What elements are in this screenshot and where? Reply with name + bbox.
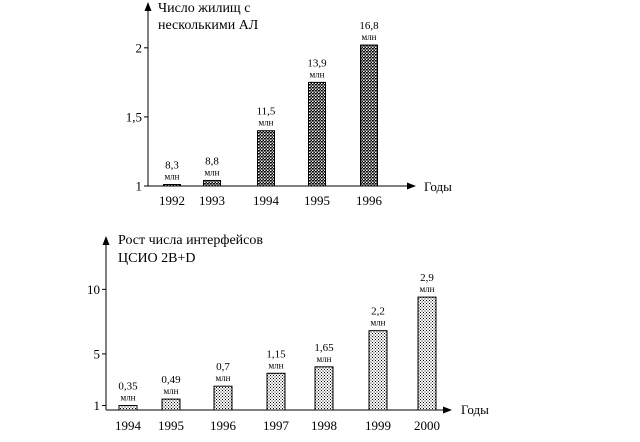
data-label-value: 2,9 xyxy=(420,272,434,285)
data-label-value: 13,9 xyxy=(307,57,327,70)
bar xyxy=(214,386,232,410)
chart-2-x-axis-label: Годы xyxy=(461,402,489,417)
y-tick-label: 1,5 xyxy=(125,109,142,125)
y-tick-label: 2 xyxy=(135,40,142,56)
y-tick-label: 1 xyxy=(93,398,100,414)
bar xyxy=(204,180,221,186)
data-label-value: 8,3 xyxy=(165,159,179,172)
data-label-value: 1,65 xyxy=(314,341,334,354)
data-label-value: 0,35 xyxy=(118,380,138,393)
chart-2-title-line-1: Рост числа интерфейсов xyxy=(118,233,263,248)
data-label-value: 11,5 xyxy=(256,105,276,118)
data-label-value: 0,7 xyxy=(216,361,230,374)
data-label-unit: млн xyxy=(163,386,179,397)
chart-2-title-line-2: ЦСИО 2В+D xyxy=(118,251,196,266)
bar xyxy=(164,185,181,187)
data-label-unit: млн xyxy=(419,284,435,295)
chart-1-title-line-2: несколькими АЛ xyxy=(158,18,259,33)
data-label-unit: млн xyxy=(215,373,231,384)
y-axis-arrow xyxy=(145,2,152,11)
data-label-value: 8,8 xyxy=(205,155,219,168)
bar xyxy=(369,331,387,410)
x-tick-label: 1992 xyxy=(159,193,185,208)
x-tick-label: 1995 xyxy=(304,193,330,208)
chart-2-y-ticks xyxy=(87,282,106,413)
data-label-unit: млн xyxy=(370,317,386,328)
data-label-unit: млн xyxy=(316,353,332,364)
data-label-unit: млн xyxy=(204,167,220,178)
x-tick-label: 1996 xyxy=(356,193,382,208)
data-label-value: 2,2 xyxy=(371,305,385,318)
x-tick-label: 1997 xyxy=(263,418,289,433)
x-tick-label: 1994 xyxy=(115,418,141,433)
data-label-unit: млн xyxy=(120,392,136,403)
chart-1 xyxy=(126,1,452,208)
x-tick-label: 1999 xyxy=(365,418,391,433)
x-tick-label: 1994 xyxy=(253,193,279,208)
bar xyxy=(315,367,333,410)
data-label-value: 0,49 xyxy=(161,374,181,387)
data-label-unit: млн xyxy=(361,32,377,43)
bar xyxy=(309,82,326,186)
data-label-unit: млн xyxy=(258,117,274,128)
y-axis-arrow xyxy=(103,236,110,245)
data-label-unit: млн xyxy=(309,69,325,80)
chart-1-x-ticks xyxy=(159,193,383,208)
x-tick-label: 2000 xyxy=(414,418,440,433)
bar xyxy=(418,297,436,410)
data-label-unit: млн xyxy=(164,171,180,182)
x-tick-label: 1996 xyxy=(210,418,236,433)
y-tick-label: 5 xyxy=(93,346,100,362)
data-label-value: 16,8 xyxy=(359,20,379,33)
x-axis-arrow xyxy=(443,407,452,414)
chart-1-title-line-1: Число жилищ с xyxy=(158,1,251,16)
bar xyxy=(267,373,285,410)
x-tick-label: 1993 xyxy=(199,193,225,208)
x-tick-label: 1998 xyxy=(311,418,337,433)
chart-1-x-axis-label: Годы xyxy=(424,179,452,194)
x-axis-arrow xyxy=(407,183,416,190)
y-tick-label: 1 xyxy=(135,178,142,194)
chart-2-x-ticks xyxy=(115,418,440,433)
chart-1-y-ticks xyxy=(126,40,148,193)
bar xyxy=(361,45,378,186)
bar xyxy=(119,406,137,410)
bar xyxy=(258,131,275,186)
chart-2 xyxy=(87,233,489,433)
y-tick-label: 10 xyxy=(87,281,100,297)
x-tick-label: 1995 xyxy=(158,418,184,433)
data-label-value: 1,15 xyxy=(266,348,286,361)
bar xyxy=(162,399,180,410)
data-label-unit: млн xyxy=(268,360,284,371)
